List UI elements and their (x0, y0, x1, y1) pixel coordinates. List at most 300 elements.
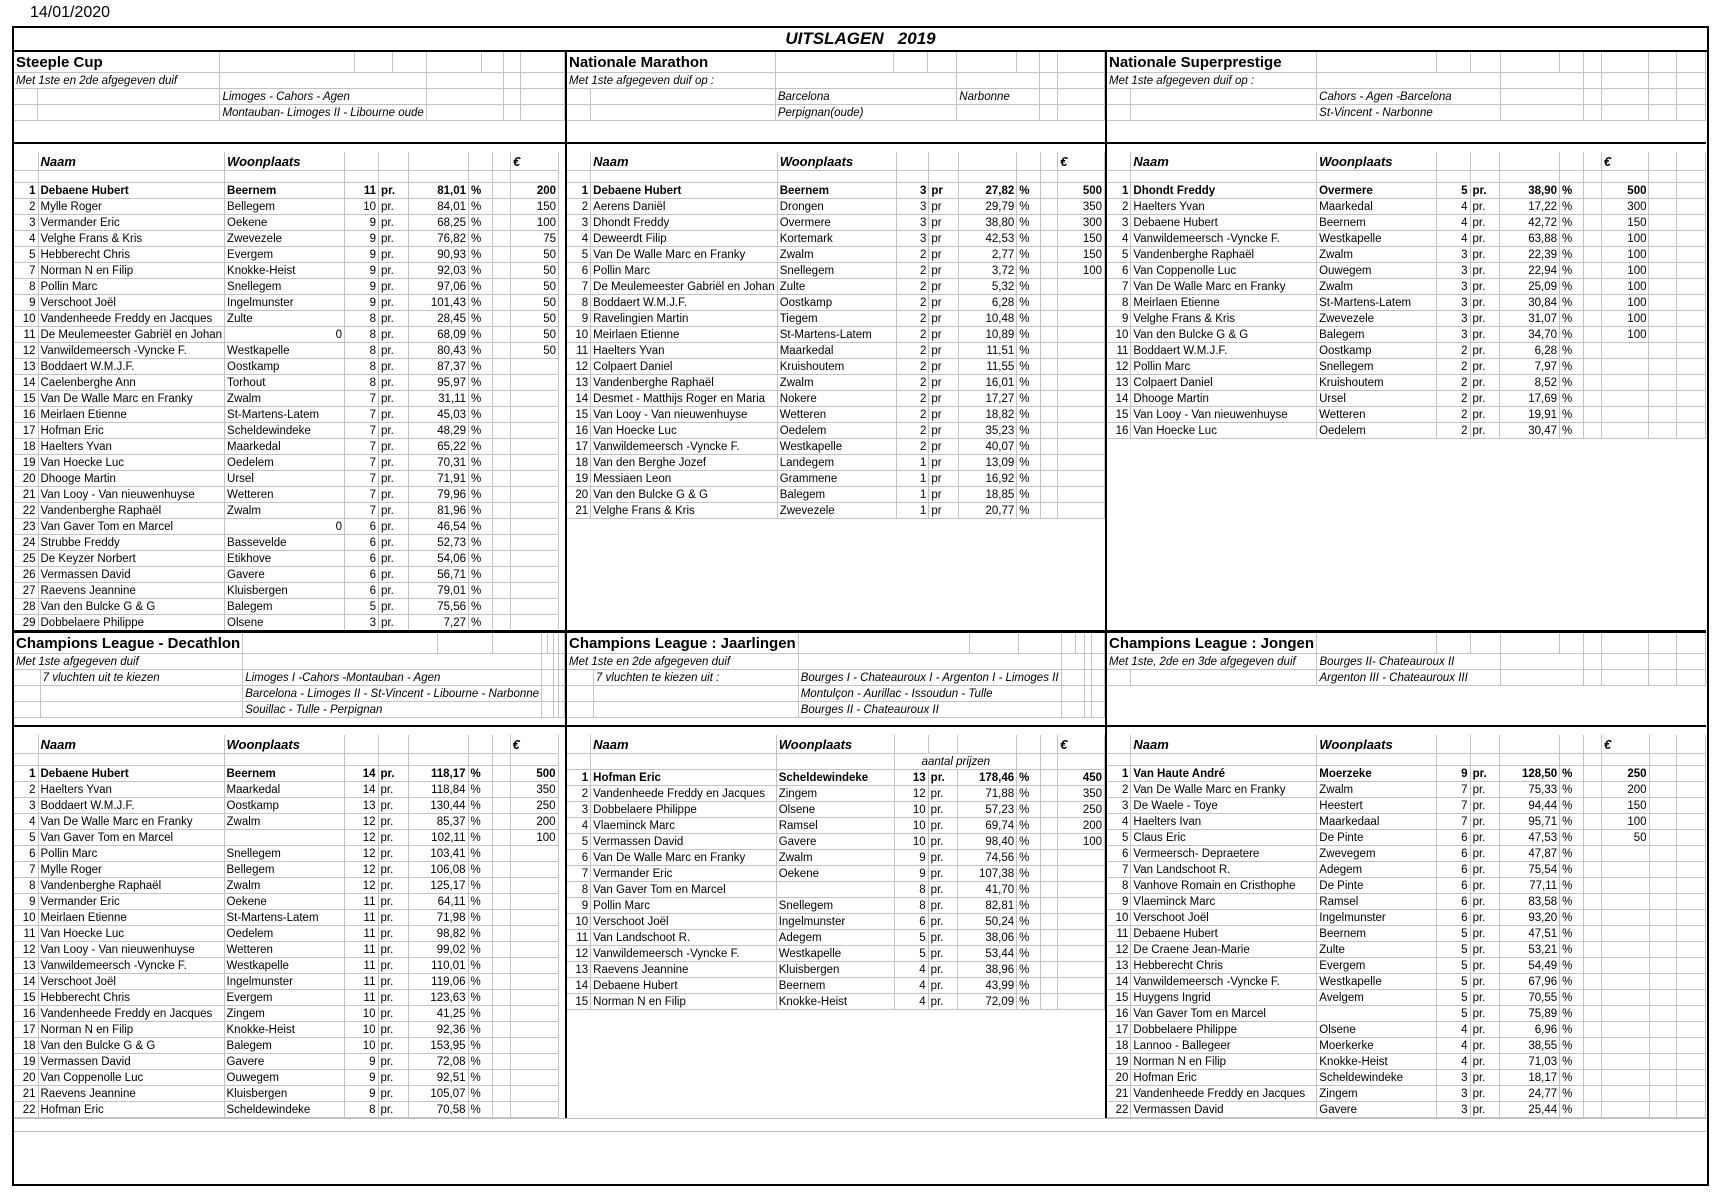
prize-count-cell: 2 (896, 343, 929, 359)
route-label: Bourges I - Chateauroux I - Argenton I - Limoges II (798, 670, 1061, 686)
empty-cell (1131, 754, 1317, 766)
table-row (1107, 894, 1706, 910)
empty-cell (492, 735, 510, 754)
percent-sign-cell: % (1560, 359, 1584, 375)
empty-cell (1040, 183, 1057, 199)
percent-sign-cell: % (468, 990, 492, 1006)
rank-cell: 3 (1107, 798, 1131, 814)
rank-cell: 15 (1107, 407, 1131, 423)
prize-count-cell: 2 (1436, 407, 1470, 423)
percent-cell: 128,50 (1500, 766, 1560, 782)
euro-cell (1058, 423, 1105, 439)
percent-cell: 95,71 (1500, 814, 1560, 830)
empty-cell (1649, 215, 1677, 231)
name-cell: Desmet - Matthijs Roger en Maria (591, 391, 778, 407)
table-row (14, 814, 558, 830)
empty-cell (1131, 171, 1317, 183)
prize-unit-cell: pr. (378, 798, 408, 814)
name-cell: Debaene Hubert (38, 766, 224, 782)
empty-cell (38, 171, 225, 183)
table-row (567, 866, 1105, 882)
table-row (14, 583, 559, 599)
percent-cell: 16,01 (958, 375, 1017, 391)
name-cell: De Meulemeester Gabriël en Johan (591, 279, 778, 295)
column-header-euro: € (1601, 735, 1649, 754)
percent-cell: 92,03 (409, 263, 469, 279)
rank-cell: 27 (14, 583, 38, 599)
empty-cell (1584, 1102, 1602, 1118)
empty-cell (355, 52, 393, 73)
percent-cell: 47,53 (1500, 830, 1560, 846)
percent-sign-cell: % (1017, 770, 1041, 786)
table-row (567, 215, 1105, 231)
prize-count-cell: 3 (345, 615, 379, 631)
rank-cell: 25 (14, 551, 38, 567)
rank-cell: 3 (567, 215, 591, 231)
percent-cell: 81,96 (409, 503, 469, 519)
table-row (567, 898, 1105, 914)
prize-count-cell: 9 (344, 1086, 378, 1102)
empty-cell (1584, 974, 1602, 990)
prize-count-cell: 12 (895, 786, 928, 802)
name-cell: Vandenheede Freddy en Jacques (38, 1006, 224, 1022)
percent-sign-cell: % (469, 567, 493, 583)
percent-cell: 29,79 (958, 199, 1017, 215)
prize-unit-cell: pr. (1470, 830, 1500, 846)
empty-cell (1649, 199, 1677, 215)
empty-cell (958, 171, 1017, 183)
prize-count-cell: 2 (896, 279, 929, 295)
sheet-footer-gridline (14, 1118, 1707, 1131)
route-pre-label (40, 686, 243, 702)
prize-unit-cell: pr. (1470, 990, 1500, 1006)
place-cell: Landegem (777, 455, 896, 471)
name-cell: Hebberecht Chris (1131, 958, 1317, 974)
empty-cell (492, 894, 510, 910)
header-row (567, 105, 1105, 121)
route-label (1317, 73, 1501, 89)
section-title: Nationale Marathon (567, 52, 775, 73)
name-cell: Van Looy - Van nieuwenhuyse (1131, 407, 1317, 423)
empty-cell (1677, 830, 1706, 846)
table-row (1107, 910, 1706, 926)
rank-cell: 22 (1107, 1102, 1131, 1118)
prize-unit-cell: pr. (928, 850, 957, 866)
place-cell: De Pinte (1317, 878, 1437, 894)
table-row (1107, 862, 1706, 878)
empty-cell (1583, 247, 1601, 263)
percent-cell: 90,93 (409, 247, 469, 263)
name-cell: Norman N en Filip (1131, 1054, 1317, 1070)
empty-cell (493, 583, 511, 599)
prize-unit-cell: pr. (379, 615, 409, 631)
table-row (14, 375, 559, 391)
section-title: Steeple Cup (14, 52, 220, 73)
percent-cell: 18,82 (958, 407, 1017, 423)
rank-cell: 3 (14, 215, 38, 231)
table-row (14, 910, 558, 926)
prize-unit-cell: pr. (379, 183, 409, 199)
percent-sign-cell: % (469, 359, 493, 375)
table-row (14, 878, 558, 894)
empty-cell (493, 439, 511, 455)
empty-cell (492, 782, 510, 798)
name-cell: Van Coppenolle Luc (1131, 263, 1317, 279)
empty-cell (1583, 327, 1601, 343)
euro-cell (1601, 423, 1649, 439)
prize-unit-cell: pr. (1470, 1006, 1500, 1022)
percent-sign-cell: % (1560, 311, 1584, 327)
empty-cell (493, 391, 511, 407)
place-cell: Zwalm (225, 503, 345, 519)
empty-cell (1040, 407, 1057, 423)
percent-sign-cell: % (1560, 990, 1584, 1006)
euro-cell: 200 (511, 183, 559, 199)
empty-cell (1649, 894, 1677, 910)
empty-cell (1677, 105, 1706, 121)
empty-cell (1677, 910, 1706, 926)
prize-unit-cell: pr (929, 231, 958, 247)
place-cell: Zingem (1317, 1086, 1437, 1102)
rank-cell: 4 (567, 231, 591, 247)
percent-sign-cell: % (1560, 814, 1584, 830)
rank-cell: 8 (14, 279, 38, 295)
empty-cell (1584, 1006, 1602, 1022)
percent-cell: 75,56 (409, 599, 469, 615)
empty-cell (493, 359, 511, 375)
name-cell: Van Coppenolle Luc (38, 1070, 224, 1086)
empty-cell (1317, 633, 1437, 654)
prize-unit-cell: pr. (1470, 279, 1500, 295)
rank-cell: 11 (1107, 926, 1131, 942)
place-cell: Oostkamp (777, 295, 896, 311)
place-cell: Bellegem (224, 862, 344, 878)
table-row (567, 503, 1105, 519)
empty-cell (1649, 343, 1677, 359)
empty-cell (1560, 633, 1584, 654)
rank-cell: 11 (1107, 343, 1131, 359)
prize-unit-cell: pr. (1470, 1070, 1500, 1086)
euro-cell (1601, 942, 1649, 958)
rank-cell: 2 (567, 199, 591, 215)
empty-cell (408, 754, 468, 766)
place-cell: Oostkamp (224, 798, 344, 814)
percent-cell: 52,73 (409, 535, 469, 551)
prize-count-cell: 13 (344, 798, 378, 814)
euro-cell: 250 (1601, 766, 1649, 782)
name-cell: Vanwildemeersch -Vyncke F. (1131, 974, 1317, 990)
empty-cell (1040, 231, 1057, 247)
percent-sign-cell: % (468, 958, 492, 974)
rank-cell: 17 (14, 1022, 38, 1038)
name-cell: Boddaert W.M.J.F. (591, 295, 778, 311)
euro-cell (1601, 958, 1649, 974)
empty-cell (379, 171, 409, 183)
euro-cell: 75 (511, 231, 559, 247)
prize-count-cell: 8 (345, 359, 379, 375)
rank-cell: 12 (567, 359, 591, 375)
empty-cell (1677, 926, 1706, 942)
prize-unit-cell: pr. (378, 974, 408, 990)
rank-cell: 29 (14, 615, 38, 631)
route-label (1501, 654, 1584, 670)
route-label (243, 654, 542, 670)
prize-unit-cell: pr. (379, 279, 409, 295)
empty-cell (1092, 670, 1105, 686)
route-label: Bourges II- Chateauroux II (1317, 654, 1501, 670)
empty-cell (1470, 52, 1500, 73)
route-label (1500, 89, 1583, 105)
rank-cell: 2 (1107, 782, 1131, 798)
empty-cell (492, 974, 510, 990)
prize-count-cell: 10 (344, 1038, 378, 1054)
rank-cell: 1 (567, 183, 591, 199)
column-header-woonplaats: Woonplaats (224, 735, 344, 754)
percent-sign-cell: % (469, 199, 493, 215)
euro-cell (1601, 1038, 1649, 1054)
empty-cell (492, 958, 510, 974)
empty-cell (798, 633, 969, 654)
empty-cell (1040, 962, 1057, 978)
table-row (14, 1086, 558, 1102)
prize-count-cell: 3 (1436, 263, 1470, 279)
prize-count-cell: 5 (1436, 926, 1470, 942)
place-cell: Beernem (1317, 926, 1437, 942)
empty-cell (1040, 735, 1057, 754)
place-cell: Zwalm (224, 878, 344, 894)
rank-cell: 10 (567, 914, 591, 930)
empty-cell (1500, 735, 1560, 754)
empty-cell (469, 171, 493, 183)
place-cell: Evergem (225, 247, 345, 263)
euro-cell: 50 (511, 327, 559, 343)
route-pre-label: 7 vluchten te kiezen uit : (593, 670, 798, 686)
column-header-euro: € (510, 735, 558, 754)
prize-count-cell: 3 (896, 215, 929, 231)
name-cell: Van den Bulcke G & G (1131, 327, 1317, 343)
name-cell: Velghe Frans & Kris (38, 231, 225, 247)
empty-cell (1677, 375, 1706, 391)
empty-cell (493, 199, 511, 215)
empty-cell (14, 702, 40, 718)
route-label: Barcelona (775, 89, 956, 105)
rank-cell: 16 (14, 407, 38, 423)
empty-cell (504, 52, 521, 73)
empty-cell (1601, 105, 1649, 121)
percent-sign-cell: % (1560, 183, 1584, 199)
place-cell: Ingelmunster (225, 295, 345, 311)
rank-cell: 21 (14, 1086, 38, 1102)
empty-cell (1017, 754, 1041, 770)
prize-count-cell: 12 (344, 846, 378, 862)
route-label (542, 686, 554, 702)
prize-count-cell: 7 (345, 423, 379, 439)
empty-cell (492, 878, 510, 894)
name-cell: Meirlaen Etienne (1131, 295, 1317, 311)
table-row (567, 818, 1105, 834)
percent-cell: 92,36 (408, 1022, 468, 1038)
empty-cell (1677, 1006, 1706, 1022)
prize-unit-cell: pr. (378, 990, 408, 1006)
rank-cell: 9 (14, 295, 38, 311)
percent-cell: 125,17 (408, 878, 468, 894)
prize-count-cell: 3 (896, 231, 929, 247)
place-cell: Maarkedal (777, 343, 896, 359)
prize-count-cell: 14 (344, 766, 378, 782)
rank-cell: 16 (1107, 1006, 1131, 1022)
prize-count-cell: 2 (896, 423, 929, 439)
header-row (14, 105, 565, 121)
euro-cell: 350 (1058, 199, 1105, 215)
table-row (1107, 1086, 1706, 1102)
empty-cell (1649, 391, 1677, 407)
empty-cell (1677, 231, 1706, 247)
column-header-naam: Naam (591, 735, 777, 754)
table-row (567, 962, 1105, 978)
percent-cell: 20,77 (958, 503, 1017, 519)
euro-cell (510, 1038, 558, 1054)
prize-unit-cell: pr. (928, 834, 957, 850)
empty-cell (493, 327, 511, 343)
header-row (567, 702, 1105, 718)
empty-cell (1017, 171, 1041, 183)
prize-unit-cell: pr. (1470, 199, 1500, 215)
percent-sign-cell: % (468, 1054, 492, 1070)
percent-sign-cell: % (1560, 279, 1584, 295)
prize-unit-cell: pr (929, 439, 958, 455)
name-cell: Debaene Hubert (591, 183, 778, 199)
prize-count-cell: 4 (895, 978, 928, 994)
empty-cell (493, 423, 511, 439)
rank-cell: 17 (14, 423, 38, 439)
section-header (567, 633, 1105, 725)
euro-cell: 150 (1601, 798, 1649, 814)
prize-count-cell: 1 (896, 471, 929, 487)
place-cell: Zwalm (1317, 279, 1437, 295)
section-divider-line (1107, 725, 1706, 735)
euro-cell (511, 519, 559, 535)
euro-cell (1058, 914, 1105, 930)
section-divider-line (567, 142, 1105, 152)
empty-cell (1040, 754, 1057, 770)
empty-cell (1040, 471, 1057, 487)
prize-count-cell: 6 (345, 535, 379, 551)
percent-cell: 56,71 (409, 567, 469, 583)
prize-count-cell: 7 (345, 487, 379, 503)
place-cell: Gavere (225, 567, 345, 583)
percent-sign-cell: % (1560, 878, 1584, 894)
prize-count-cell: 8 (344, 1102, 378, 1118)
prize-count-cell: 2 (896, 247, 929, 263)
percent-cell: 103,41 (408, 846, 468, 862)
empty-cell (1649, 1102, 1677, 1118)
empty-cell (591, 754, 777, 770)
percent-sign-cell: % (469, 279, 493, 295)
rank-cell: 5 (14, 247, 38, 263)
empty-cell (426, 52, 481, 73)
name-cell: Ravelingien Martin (591, 311, 778, 327)
prize-count-cell: 5 (1436, 183, 1470, 199)
empty-cell (1649, 942, 1677, 958)
percent-cell: 99,02 (408, 942, 468, 958)
empty-cell (1601, 73, 1649, 89)
name-cell: Meirlaen Etienne (38, 407, 225, 423)
empty-cell (393, 52, 427, 73)
percent-sign-cell: % (1560, 1038, 1584, 1054)
empty-cell (1584, 654, 1602, 670)
empty-cell (1501, 633, 1560, 654)
table-row (14, 439, 559, 455)
empty-cell (1040, 391, 1057, 407)
rank-cell: 22 (14, 503, 38, 519)
prize-count-cell: 9 (1436, 766, 1470, 782)
percent-cell: 76,82 (409, 231, 469, 247)
euro-cell: 100 (1601, 231, 1649, 247)
empty-cell (1601, 52, 1649, 73)
euro-cell: 300 (1601, 199, 1649, 215)
empty-cell (492, 990, 510, 1006)
percent-sign-cell: % (468, 1038, 492, 1054)
empty-cell (567, 171, 591, 183)
empty-cell (492, 754, 510, 766)
empty-cell (1584, 830, 1602, 846)
percent-cell: 11,55 (958, 359, 1017, 375)
table-row (14, 926, 558, 942)
prize-unit-cell: pr. (1470, 782, 1500, 798)
empty-cell (1092, 686, 1105, 702)
place-cell: Zwevegem (1317, 846, 1437, 862)
percent-sign-cell: % (1560, 199, 1584, 215)
percent-cell: 75,54 (1500, 862, 1560, 878)
empty-cell (468, 735, 492, 754)
euro-cell (1058, 946, 1105, 962)
route-pre-label (593, 702, 798, 718)
prize-unit-cell: pr. (379, 407, 409, 423)
empty-cell (1602, 654, 1649, 670)
place-cell: Zulte (225, 311, 345, 327)
empty-cell (493, 279, 511, 295)
route-pre-label (591, 89, 776, 105)
table-row (1107, 766, 1706, 782)
empty-cell (1601, 89, 1649, 105)
euro-cell (510, 1054, 558, 1070)
header-row (14, 670, 565, 686)
prize-count-cell: 12 (344, 830, 378, 846)
prize-count-cell: 11 (344, 926, 378, 942)
column-header-row (567, 735, 1105, 754)
empty-cell (1436, 754, 1470, 766)
empty-cell (1317, 52, 1437, 73)
percent-cell: 25,44 (1500, 1102, 1560, 1118)
empty-cell (378, 754, 408, 766)
empty-cell (1560, 754, 1584, 766)
name-cell: Dhondt Freddy (1131, 183, 1317, 199)
place-cell (224, 830, 344, 846)
euro-cell: 150 (1058, 247, 1105, 263)
place-cell: Westkapelle (1317, 231, 1437, 247)
table-row (1107, 359, 1706, 375)
table-row (1107, 423, 1706, 439)
prize-count-cell: 7 (1436, 798, 1470, 814)
name-cell: Haelters Yvan (38, 439, 225, 455)
table-row (567, 978, 1105, 994)
name-cell: Van den Bulcke G & G (591, 487, 778, 503)
place-cell: Ingelmunster (776, 914, 895, 930)
name-cell: Pollin Marc (591, 898, 777, 914)
name-cell: De Keyzer Norbert (38, 551, 225, 567)
euro-cell (510, 1102, 558, 1118)
place-cell: Snellegem (777, 263, 896, 279)
